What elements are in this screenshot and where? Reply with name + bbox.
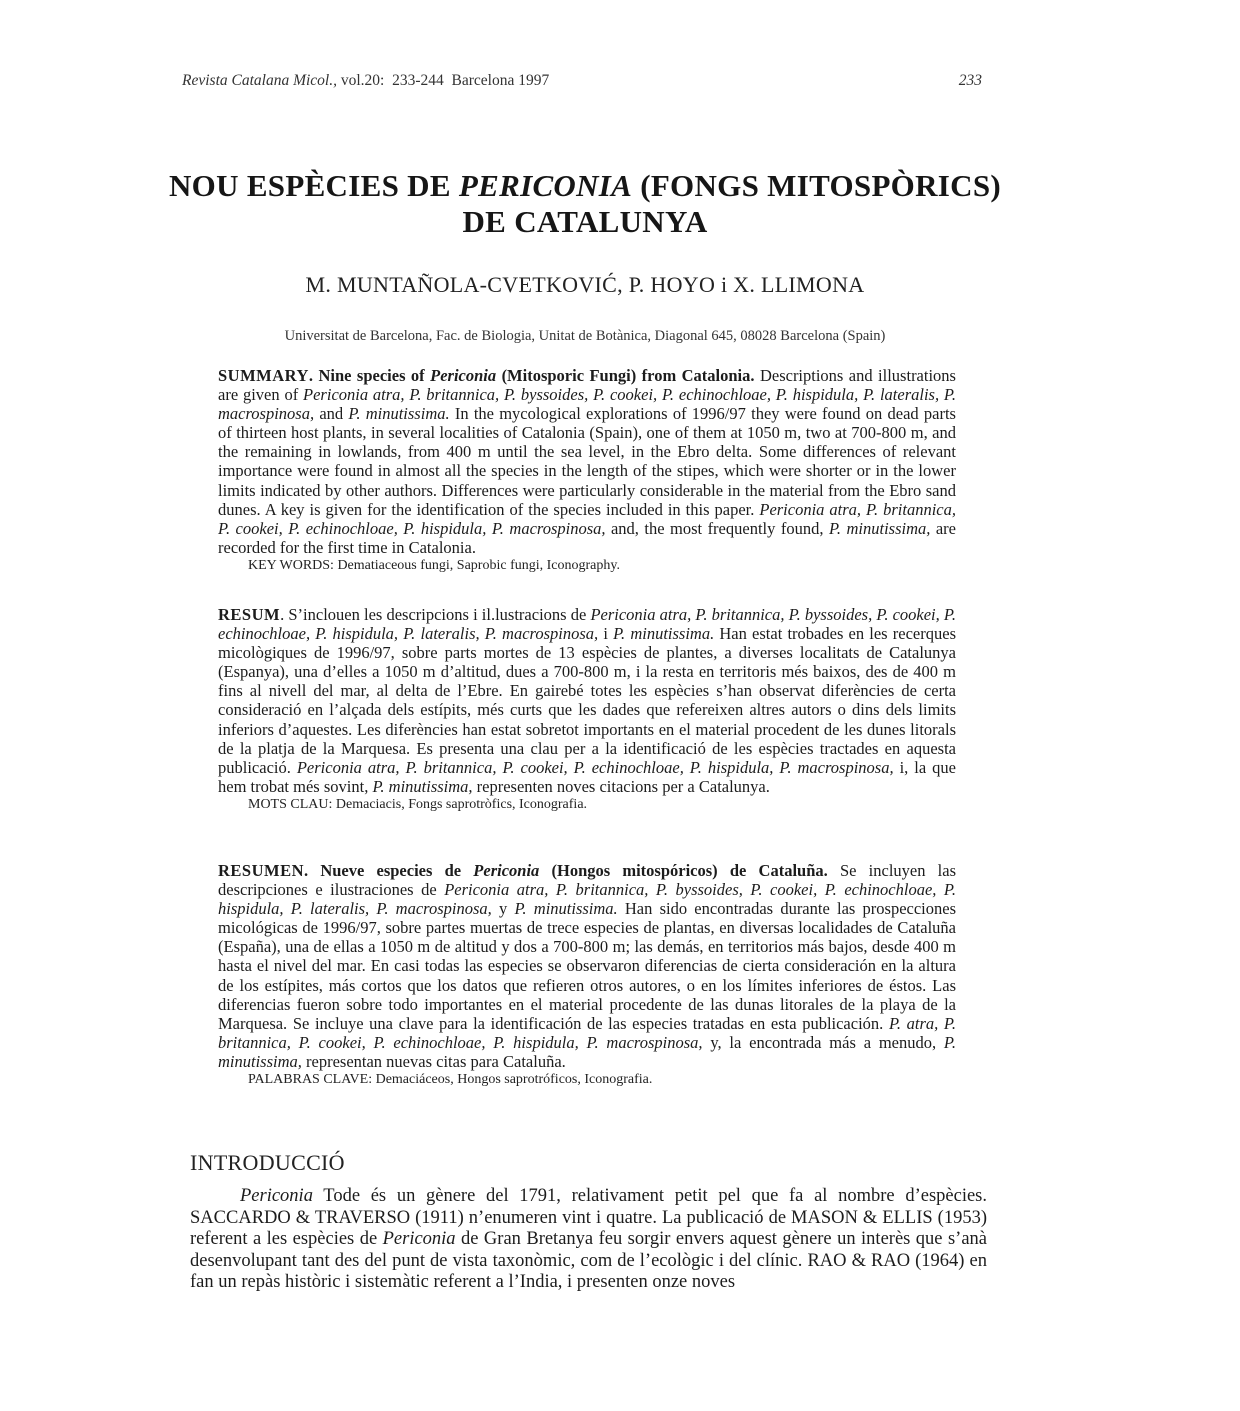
resumen-lead1: . Nueve especies de	[304, 861, 474, 880]
summary-lead-genus: Periconia	[430, 366, 497, 385]
resumen-head: RESUMEN	[218, 861, 305, 880]
resum-text-1: . S’inclouen les descripcions i il.lustracions de	[280, 605, 591, 624]
summary-text-3: In the mycological explorations of 1996/97 they were found on dead parts of thirteen host plants, in several localities of Catalonia (Spain), one of them at 1050 m, two at 700-800 m, and the remaining in lowlands, from 400 m until the sea level, in the Ebro delta. Some differences of relevant importance were found in almost all the species in the length of the stipes, which were shorter or in the lower limits indicated by other authors. Differences were particularly considerable in the material from the Ebro sand dunes. A key is given for the identification of the species included in this paper.	[218, 404, 956, 519]
resumen-text-1: Se incluyen las descripciones e ilustraciones de	[218, 861, 956, 900]
resum-keywords: MOTS CLAU: Demaciacis, Fongs saprotròfics, Iconografia.	[248, 796, 588, 812]
resumen-species-4: P. minutissima,	[218, 1032, 956, 1071]
resumen-abstract	[218, 861, 956, 1089]
summary-species-2: P. minutissima.	[348, 404, 450, 424]
title-genus: PERICONIA	[458, 168, 633, 203]
resum-text-3: Han estat trobades en les recerques micològiques de 1996/97, sobre parts mortes de 13 espècies de plantes, a diverses localitats de Catalunya (Espanya), una d’elles a 1050 m d’altitud, dues a 700-800 m, i la resta en territoris més baixos, des de 400 m fins al nivell del mar, al delta de l’Ebre. En gairebé totes les espècies s’han observat diferències de certa consideració en l’alçada dels estípits, més curts que les dades que refereixen altres autors o dins dels limits inferiors d’aquestes. Les diferències han estat sobretot importants en el material procedent de les dunes litorals de la platja de la Marquesa. Es presenta una clau per a la identificació de les espècies tractades en aquesta publicació.	[218, 624, 956, 777]
resumen-lead2: (Hongos mitospóricos) de Cataluña.	[539, 861, 828, 880]
title-line2: DE CATALUNYA	[462, 204, 708, 239]
summary-lead1: . Nine species of	[308, 366, 431, 385]
running-head	[182, 72, 982, 90]
summary-text-1: Descriptions and illustrations are given of	[218, 366, 956, 405]
resum-text-2: i	[598, 624, 614, 644]
summary-keywords: KEY WORDS: Dematiaceous fungi, Saprobic fungi, Iconography.	[248, 557, 620, 573]
resum-species-1: Periconia atra, P. britannica, P. byssoides, P. cookei, P. echinochloae, P. hispidula, P. lateralis, P. macrospinosa,	[218, 605, 956, 644]
resumen-species-3: P. atra, P. britannica, P. cookei, P. echinochloae, P. hispidula, P. macrospinosa,	[218, 1013, 956, 1052]
summary-head: SUMMARY	[218, 366, 309, 385]
resumen-keywords: PALABRAS CLAVE: Demaciáceos, Hongos saprotróficos, Iconografia.	[248, 1072, 653, 1088]
resum-abstract	[218, 605, 956, 814]
page-number: 233	[958, 72, 982, 89]
resum-species-4: P. minutissima,	[372, 776, 473, 796]
summary-species-1: Periconia atra, P. britannica, P. byssoides, P. cookei, P. echinochloae, P. hispidula, P. lateralis, P. macrospinosa,	[218, 385, 957, 424]
resum-text-5: representen noves citacions per a Catalunya.	[472, 776, 770, 796]
affiliation: Universitat de Barcelona, Fac. de Biologia, Unitat de Botànica, Diagonal 645, 08028 Barcelona (Spain)	[284, 328, 886, 344]
resumen-species-2: P. minutissima.	[514, 899, 618, 919]
intro-text-2: de Gran Bretanya feu sorgir envers aquest gènere un interès que s’anà desenvolupant tant des del punt de vista taxonòmic, com de l’ecològic i del clínic. RAO & RAO (1964) en fan un repàs històric i sistemàtic referent a l’India, i presenten onze noves	[190, 1229, 987, 1293]
paper-title	[150, 168, 1020, 240]
intro-text-1: Tode és un gènere del 1791, relativament petit pel que fa al nombre d’espècies. SACCARDO & TRAVERSO (1911) n’enumeren vint i quatre. La publicació de MASON & ELLIS (1953) referent a les espècies de	[190, 1186, 987, 1250]
resum-text-4: i, la que hem trobat més sovint,	[218, 757, 956, 796]
resumen-text-5: representan nuevas citas para Cataluña.	[301, 1051, 566, 1071]
section-heading-introduction: INTRODUCCIÓ	[190, 1150, 345, 1175]
journal-place-year: Barcelona 1997	[451, 72, 550, 89]
intro-genus-2: Periconia	[382, 1229, 456, 1250]
summary-text-4: and, the most frequently found,	[605, 518, 829, 538]
title-part1: NOU ESPÈCIES DE	[168, 168, 459, 203]
resumen-text-2: y	[491, 899, 515, 919]
resum-species-3: Periconia atra, P. britannica, P. cookei, P. echinochloae, P. hispidula, P. macrospinosa,	[296, 757, 894, 777]
resumen-species-1: Periconia atra, P. britannica, P. byssoides, P. cookei, P. echinochloae, P. hispidula, P. lateralis, P. macrospinosa,	[218, 880, 957, 919]
journal-pages: 233-244	[392, 72, 444, 89]
resum-species-2: P. minutissima.	[613, 624, 715, 644]
summary-text-5: are recorded for the first time in Catalonia.	[218, 518, 956, 557]
summary-species-4: P. minutissima,	[828, 518, 931, 538]
resumen-text-4: y, la encontrada más a menudo,	[702, 1032, 944, 1052]
journal-name: Revista Catalana Micol.,	[182, 72, 337, 89]
authors: M. MUNTAÑOLA-CVETKOVIĆ, P. HOYO i X. LLIMONA	[305, 272, 865, 297]
summary-lead2: (Mitosporic Fungi) from Catalonia.	[496, 366, 755, 385]
journal-volume: vol.20:	[340, 72, 385, 89]
resumen-text-3: Han sido encontradas durante las prospecciones micológicas de 1996/97, sobre partes muertas de trece especies de plantas, en diversas localidades de Cataluña (España), una de ellas a 1050 m de altitud y dos a 700-800 m; las demás, en territorios más bajos, desde 400 m hasta el nivel del mar. En casi todas las especies se observaron diferencias de cierta consideración en la altura de los estípites, más cortos que los datos que refieren otros autores, o en los límites inferiores de éstos. Las diferencias fueron sobre todo importantes en el material procedente de las dunas litorales de la playa de la Marquesa. Se incluye una clave para la identificación de las especies tratadas en esta publicación.	[218, 899, 957, 1033]
summary-abstract	[218, 366, 956, 575]
summary-species-3: Periconia atra, P. britannica, P. cookei, P. echinochloae, P. hispidula, P. macrospinosa,	[218, 499, 956, 538]
resum-head: RESUM	[218, 605, 281, 624]
introduction-paragraph	[190, 1186, 987, 1294]
title-part2: (FONGS MITOSPÒRICS)	[632, 168, 1001, 203]
resumen-lead-genus: Periconia	[473, 861, 540, 880]
summary-text-2: and	[314, 404, 349, 424]
intro-genus: Periconia	[240, 1186, 313, 1206]
